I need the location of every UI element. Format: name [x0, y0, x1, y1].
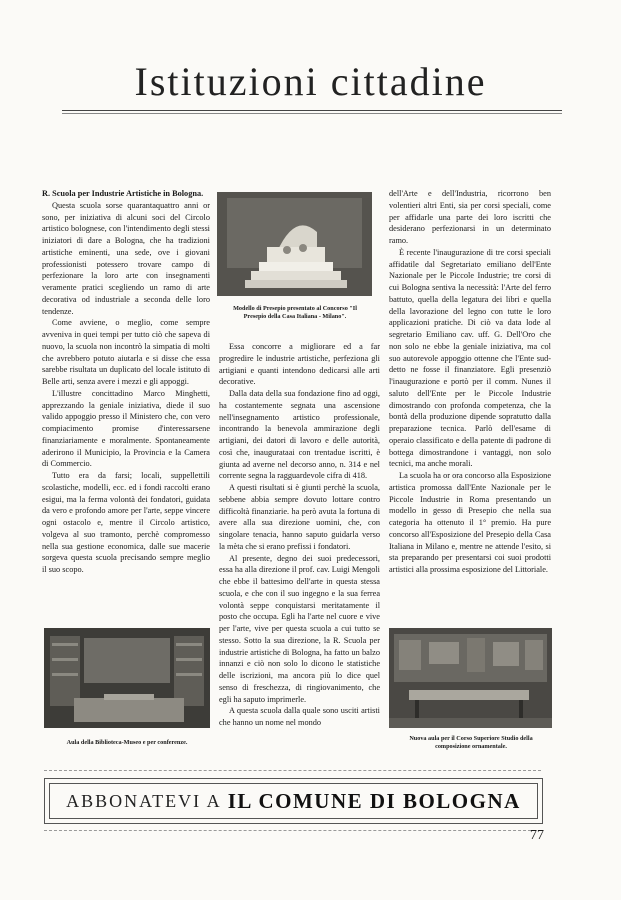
- column-1: [42, 188, 210, 576]
- banner-main: IL COMUNE DI BOLOGNA: [227, 788, 521, 813]
- banner-top-rule: [44, 770, 541, 771]
- paragraph: dell'Arte e dell'Industria, ricorrono ben volentieri altri Enti, sia per corsi speciali, come per affidarle una parte dei loro iscritti che desiderano perfezionarsi in un determinato ramo.: [389, 189, 551, 245]
- photo-presepio: [217, 192, 372, 296]
- article-heading: R. Scuola per Industrie Artistiche in Bologna.: [42, 189, 204, 198]
- paragraph: È recente l'inaugurazione di tre corsi speciali affidatile dal Segretariato emiliano dell'Ente Nazionale per le Piccole Industrie; tre corsi di cui Bologna sentiva la necessità: l'Arte del ferro battuto, quella della legatura dei libri e quella della lavorazione del legno con tutte le loro applicazioni pratiche. Di ciò va data lode al segretario Emiliano cav. uff. G. Dell'Oro che non solo ne ebbe la geniale iniziativa, ma col suo autorevole appoggio ottenne che l'Ente sud-detto ne fosse il finanziatore. Egli presenziò l'inaugurazione e portò per il comm. Nunes il saluto dell'Ente per le Piccole Industrie dimostrando con profonda competenza, che la bontà della produzione dipende sopratutto dalla preparazione tecnica. Parlò dell'esame di operaio classificato e della patente di padrone di bottega dimostrandone i vantaggi, non solo tecnici, ma anche morali.: [389, 247, 551, 469]
- paragraph: La scuola ha or ora concorso alla Esposizione artistica promossa dall'Ente Nazionale per le Piccole Industrie in Roma presentando un modello in gesso di Presepio che nella sua categoria ha ottenuto il 1° premio. Ha pure concorso all'Esposizione del Presepio della Casa Italiana in Milano e, mentre ne attende l'esito, si sta preparando per presentarsi coi suoi prodotti artistici alla prossima esposizione del Littoriale.: [389, 471, 551, 574]
- page-number: 77: [530, 828, 544, 843]
- biblioteca-image: [44, 628, 210, 728]
- page-title: Istituzioni cittadine: [134, 59, 487, 104]
- presepio-image: [217, 192, 372, 296]
- paragraph: Essa concorre a migliorare ed a far progredire le industrie artistiche, perfeziona gli artigiani e quanti intendono dedicarsi alle arti decorative.: [219, 342, 380, 387]
- paragraph: A questi risultati si è giunti perchè la scuola, sebbene abbia sempre dovuto lottare contro difficoltà finanziarie. ha però avuta la fortuna di avere alla sua direzione uomini, che, con singolare tenacia, hanno saputo guidarla verso la mèta che si erano prefissi i fondatori.: [219, 483, 380, 551]
- column-3: [389, 188, 551, 576]
- paragraph: A questa scuola dalla quale sono usciti artisti che hanno un nome nel mondo: [219, 706, 380, 727]
- paragraph: Tutto era da farsi; locali, suppellettili scolastiche, modelli, ecc. ed i fondi raccolti erano esigui, ma la ferma volontà dei fondatori, guidata da vero e profondo amore per l'arte, seppe vincere ogni ostacolo e, mentre il Circolo artistico, volgeva al suo tramonto, perchè compromesso nella sua gestione economica, dalle sue macerie sorgeva questa scuola precisando sempre meglio il suo scopo.: [42, 471, 210, 574]
- paragraph: Come avviene, o meglio, come sempre avveniva in quei tempi per tutto ciò che sapeva di nuovo, la scuola non incontrò la simpatia di molti che avrebbero potuto aiutarla e si disse che essa sarebbe risultata un duplicato del locale istituto di Belle arti, senza avere i mezzi e gli appoggi.: [42, 318, 210, 386]
- aula-image: [389, 628, 552, 728]
- photo-biblioteca: [44, 628, 210, 728]
- paragraph: L'illustre concittadino Marco Minghetti, apprezzando la geniale iniziativa, diede il suo valido appoggio presso il Ministero che, con vero compiacimento promise d'interessarsene finanziariamente e moralmente. Spontaneamente aderirono il Municipio, la Provincia e la Camera di Commercio.: [42, 388, 210, 469]
- paragraph: Questa scuola sorse quarantaquattro anni or sono, per iniziativa di alcuni soci del Circolo artistico bolognese, con l'intendimento degli stessi iniziatori di dare a Bologna, che ha tradizioni artistiche eminenti, una sede, ove i giovani professionisti potessero trovare campo di perfezionare la loro arte con insegnamenti veramente pratici scegliendo un ramo di arte decorativa od industriale a seconda delle loro tendenze.: [42, 200, 210, 316]
- banner-prefix: ABBONATEVI A: [66, 790, 222, 811]
- column-2: [219, 341, 380, 729]
- caption-presepio: Modello di Presepio presentato al Concorso "Il Presepio della Casa Italiana - Milano".: [233, 305, 357, 320]
- paragraph: Al presente, degno dei suoi predecessori, essa ha alla direzione il prof. cav. Luigi Mengoli che ebbe il battesimo dell'arte in questa stessa scuola, e che con il suo ingegno e la sua ferrea volontà seppe conquistarsi meritatamente il posto che occupa. Egli ha l'arte nel cuore e vive per l'arte, vive per questa scuola a cui tutto se stesso. Sotto la sua direzione, la R. Scuola per industrie artistiche di Bologna, ha fatto un balzo innanzi e ciò non solo lo dicono le statistiche delle iscrizioni, ma ancora più lo dice quel senso di freschezza, di ringiovanimento, che egli ha saputo imprimerle.: [219, 553, 380, 704]
- photo-aula: [389, 628, 552, 728]
- banner-bottom-rule: [44, 830, 541, 831]
- title-rule-thin: [62, 113, 562, 114]
- title-rule: [62, 110, 562, 111]
- caption-biblioteca: Aula della Biblioteca-Museo e per conferenze.: [66, 739, 188, 746]
- subscription-banner: [44, 778, 543, 824]
- caption-aula: Nuova aula per il Corso Superiore Studio della composizione ornamentale.: [409, 735, 533, 750]
- paragraph: Dalla data della sua fondazione fino ad oggi, ha costantemente segnata una ascensione nell'insegnamento artistico professionale, incontrando la benevola ammirazione degli artigiani, dei datori di lavoro e delle autorità, così che, inaugurataai con trentadue iscritti, è giunta ad averne nel decorso anno, n. 314 e nel corrente segna la ragguardevole cifra di 418.: [219, 389, 380, 481]
